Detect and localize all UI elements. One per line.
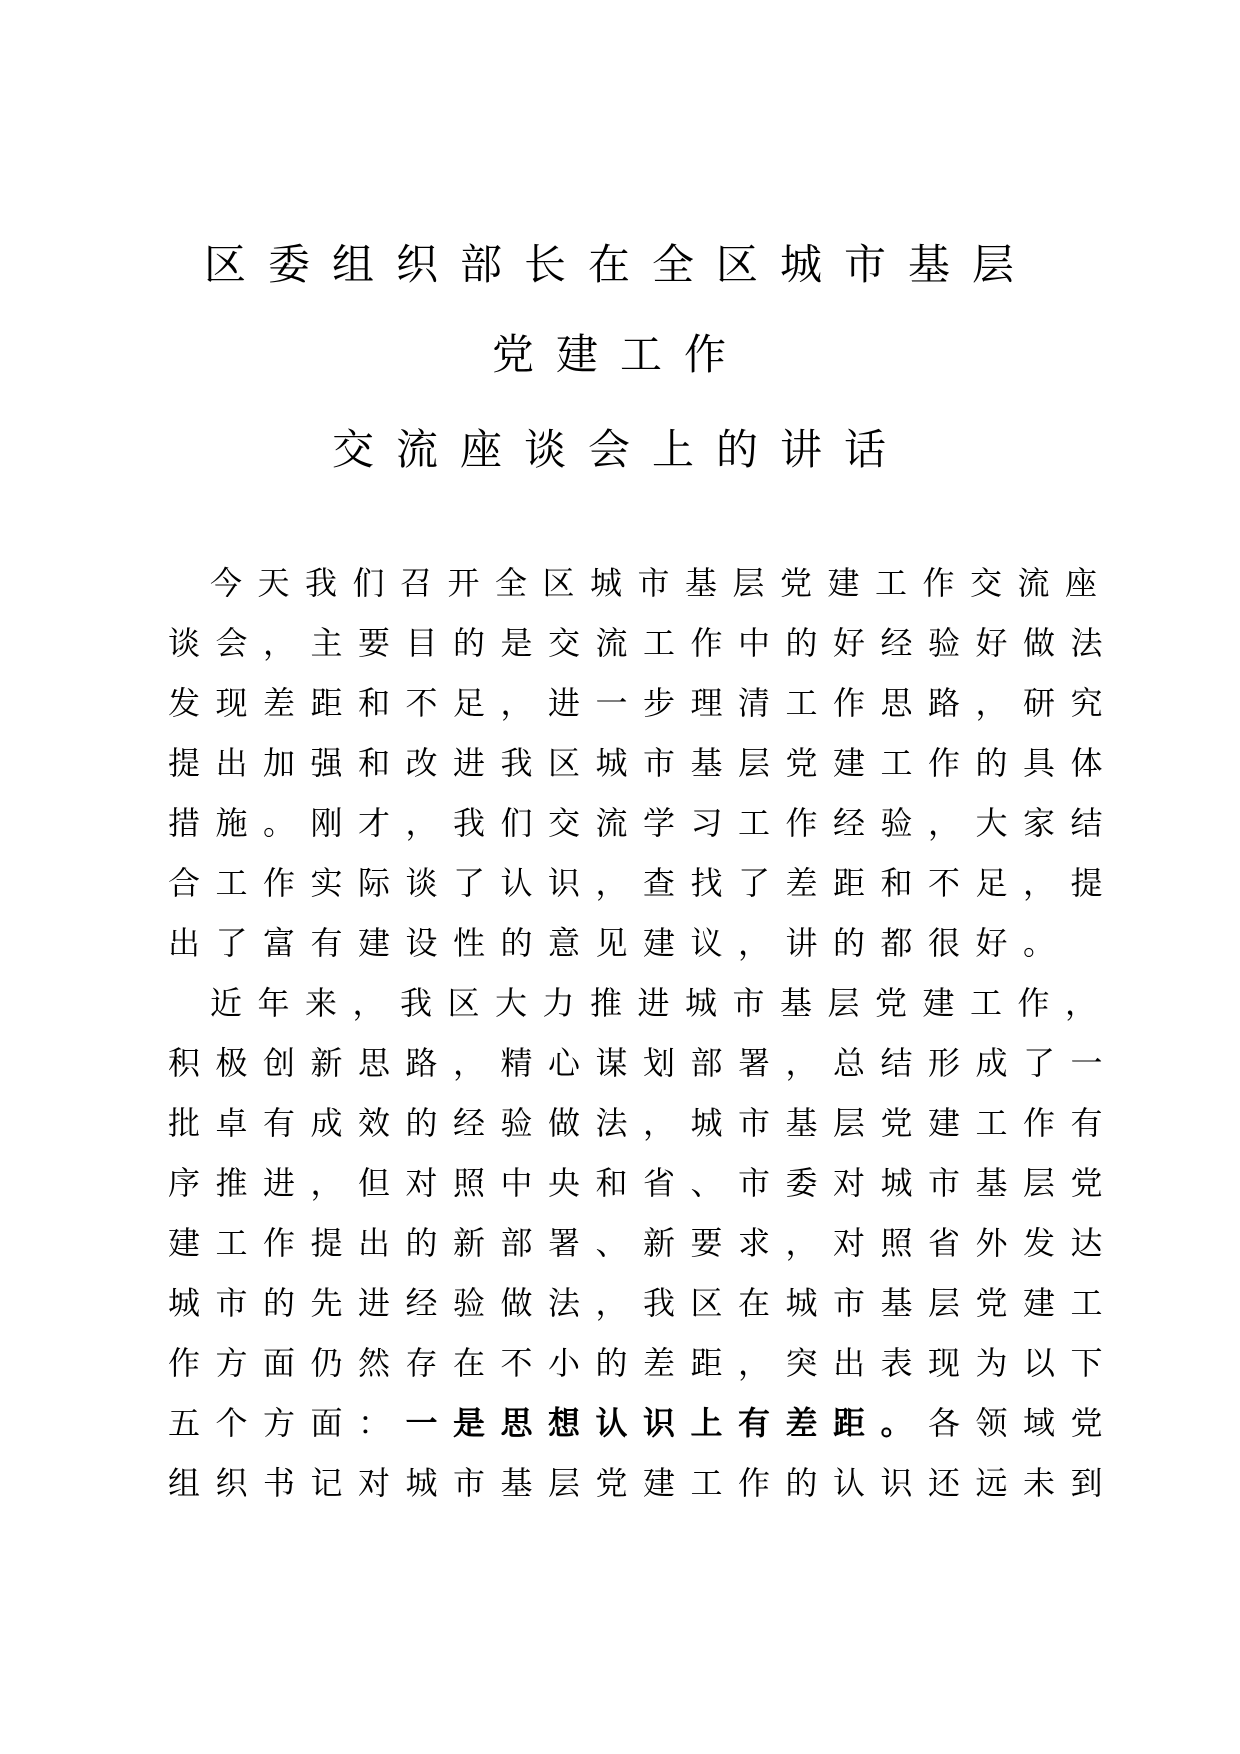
text-line: 合工作实际谈了认识，查找了差距和不足，提 [168,864,1119,902]
bold-heading-segment: 一是思想认识上有差距。 [405,1404,929,1442]
text-line: 提出加强和改进我区城市基层党建工作的具体 [168,744,1119,782]
text-line: 序推进，但对照中央和省、市委对城市基层党 [168,1164,1119,1202]
text-line: 措施。刚才，我们交流学习工作经验，大家结 [168,804,1119,842]
text-line: 出了富有建设性的意见建议，讲的都很好。 [168,924,1071,962]
title-line-1: 区委组织部长在全区城市基层 [203,240,1036,289]
text-segment: 五个方面： [168,1404,406,1442]
text-line: 发现差距和不足，进一步理清工作思路，研究 [168,684,1119,722]
text-line: 今天我们召开全区城市基层党建工作交流座 [210,564,1113,602]
text-line: 批卓有成效的经验做法，城市基层党建工作有 [168,1104,1119,1142]
title-line-3: 交流座谈会上的讲话 [331,425,908,474]
text-line: 组织书记对城市基层党建工作的认识还远未到 [168,1464,1119,1502]
text-line: 作方面仍然存在不小的差距，突出表现为以下 [168,1344,1119,1382]
text-line-mixed [168,1403,1119,1443]
text-line: 谈会，主要目的是交流工作中的好经验好做法 [168,624,1119,662]
text-line: 建工作提出的新部署、新要求，对照省外发达 [168,1224,1119,1262]
text-line: 积极创新思路，精心谋划部署，总结形成了一 [168,1044,1119,1082]
text-line: 城市的先进经验做法，我区在城市基层党建工 [168,1284,1119,1322]
text-segment: 各领域党 [928,1404,1119,1442]
title-line-2: 党建工作 [491,330,748,379]
text-line: 近年来，我区大力推进城市基层党建工作， [210,984,1113,1022]
